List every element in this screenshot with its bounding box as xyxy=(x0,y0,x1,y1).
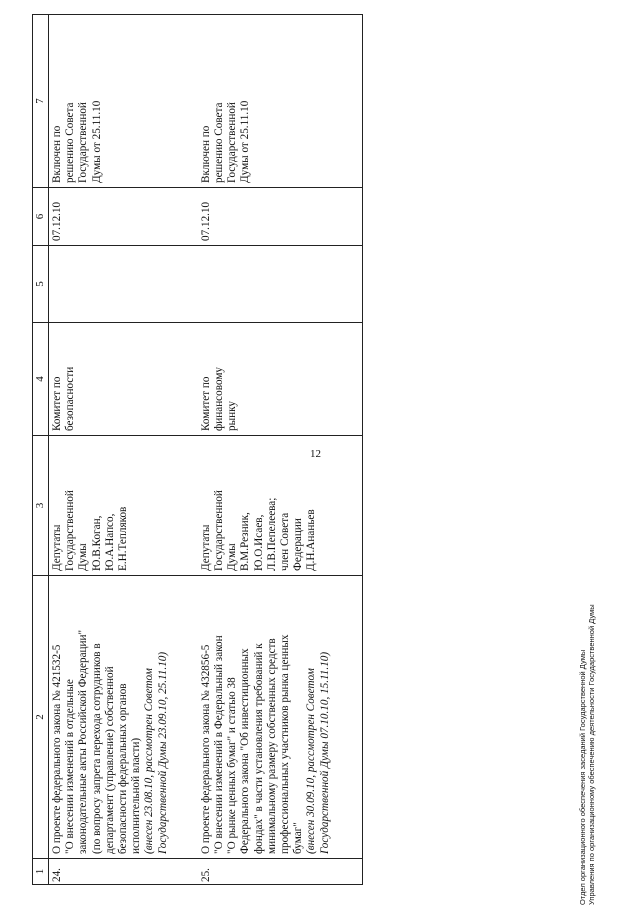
committee-cell xyxy=(170,323,363,436)
column-number: 7 xyxy=(33,15,49,188)
author-line: Думы xyxy=(77,543,90,571)
footer-line: Управления по организационному обеспечению деятельности Государственной Думы xyxy=(587,604,596,905)
bill-title-line: исполнительной власти) xyxy=(130,737,143,854)
author-line: Депутаты xyxy=(199,524,212,571)
bill-title-line: О проекте федерального закона № 432856-5 xyxy=(199,644,212,854)
author-line: Государственной xyxy=(213,490,226,571)
committee-line: Комитет по xyxy=(199,376,212,431)
decision-line: Думы от 25.11.10 xyxy=(90,100,103,183)
decision-line: Думы от 25.11.10 xyxy=(239,100,252,183)
authors-cell xyxy=(170,436,363,576)
column-numbers-row xyxy=(33,15,49,885)
author-line: Федерации xyxy=(292,518,305,571)
bill-note-line: Государственной Думы 23.09.10, 25.11.10) xyxy=(156,651,169,854)
bill-title-line: Федерального закона "Об инвестиционных xyxy=(239,648,252,854)
committee-line: финансовому xyxy=(213,367,226,431)
author-line: Е.Н.Тепляков xyxy=(117,506,130,571)
bill-title-line: бумаг" xyxy=(292,822,305,854)
footer-line: Отдел организационного обеспечения заседаний Государственной Думы xyxy=(578,649,587,905)
author-line: Ю.В.Коган, xyxy=(90,515,103,571)
bill-title-line: законодательные акты Российской Федерации" xyxy=(77,629,90,854)
bill-title-line: профессиональных участников рынка ценных xyxy=(279,634,292,854)
bill-note-line: Государственной Думы 07.10.10, 15.11.10) xyxy=(318,651,331,854)
column-number: 5 xyxy=(33,246,49,323)
decision-line: Государственной xyxy=(77,102,90,183)
bill-title-line: департамент (управление) собственной xyxy=(103,666,116,854)
committee-line: Комитет по xyxy=(51,376,63,431)
row-number: 25. xyxy=(170,859,363,885)
table-row xyxy=(170,15,363,885)
committee-cell xyxy=(49,323,170,436)
bill-title-line: (по вопросу запрета перехода сотрудников в xyxy=(90,643,103,854)
row-number: 24. xyxy=(49,859,170,885)
bill-title-line: "О рынке ценных бумаг" и статью 38 xyxy=(226,677,239,854)
author-line: В.М.Резник, xyxy=(239,512,252,571)
author-line: Государственной xyxy=(64,490,77,571)
committee-line: рынку xyxy=(226,401,239,431)
author-line: Думы xyxy=(226,543,239,571)
bill-title-line: О проекте федерального закона № 421532-5 xyxy=(51,644,63,854)
bill-title-line: "О внесении изменений в отдельные xyxy=(64,679,77,854)
decision-line: Включен по xyxy=(199,125,212,183)
footer-department xyxy=(578,585,596,905)
bill-note-line: (внесен 30.09.10, рассмотрен Советом xyxy=(305,668,318,854)
author-line: Депутаты xyxy=(51,524,63,571)
bill-title-line: безопасности федеральных органов xyxy=(117,683,130,854)
bill-title-line: фондах" в части установления требований к xyxy=(252,643,265,854)
decision-line: решению Совета xyxy=(64,102,77,183)
author-line: Д.Н.Ананьев xyxy=(305,509,318,571)
column-number: 3 xyxy=(33,436,49,576)
decision-cell xyxy=(49,15,170,188)
decision-line: Включен по xyxy=(51,125,63,183)
author-line: Л.В.Пепелеева; xyxy=(265,497,278,571)
column-number: 2 xyxy=(33,576,49,859)
author-line: Ю.А.Напсо, xyxy=(103,513,116,571)
decision-line: решению Совета xyxy=(213,102,226,183)
bill-title-line: "О внесении изменений в Федеральный закон xyxy=(213,635,226,854)
decision-cell xyxy=(170,15,363,188)
column-number: 6 xyxy=(33,188,49,246)
bill-note-line: (внесен 23.08.10, рассмотрен Советом xyxy=(143,668,156,854)
table-row xyxy=(49,15,170,885)
date-cell: 07.12.10 xyxy=(170,188,363,246)
bill-title-cell xyxy=(170,576,363,859)
bill-title-cell xyxy=(49,576,170,859)
author-line: член Совета xyxy=(279,512,292,571)
bills-table xyxy=(32,14,363,885)
author-line: Ю.О.Исаев, xyxy=(252,514,265,571)
committee-line: безопасности xyxy=(64,366,77,431)
authors-cell xyxy=(49,436,170,576)
column-number: 1 xyxy=(33,859,49,885)
decision-line: Государственной xyxy=(226,102,239,183)
bill-table-sheet xyxy=(32,15,617,885)
date-cell: 07.12.10 xyxy=(49,188,170,246)
column-number: 4 xyxy=(33,323,49,436)
column-5-cell xyxy=(170,246,363,323)
page-number: 12 xyxy=(310,448,321,460)
column-5-cell xyxy=(49,246,170,323)
bill-title-line: минимальному размеру собственных средств xyxy=(265,638,278,854)
